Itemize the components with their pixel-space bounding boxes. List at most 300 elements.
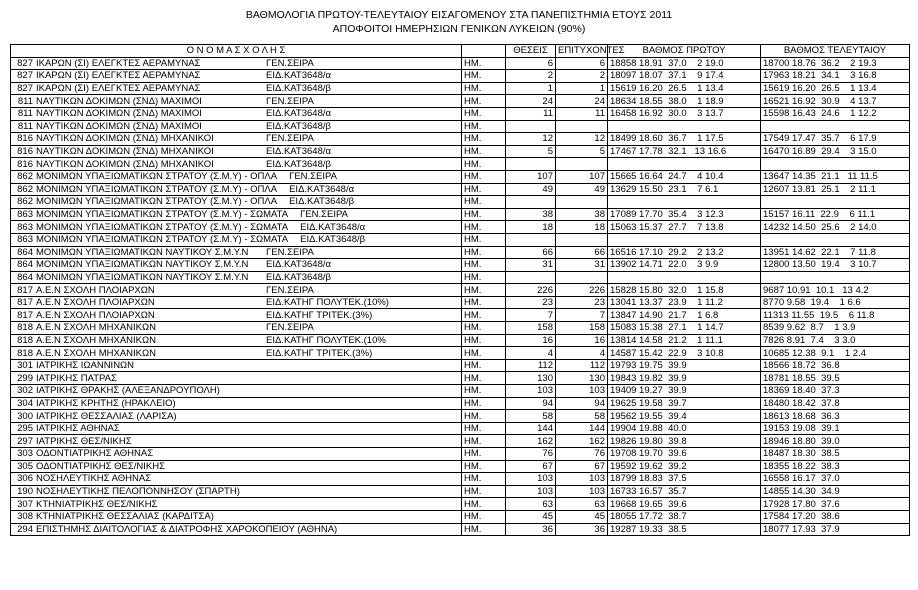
type-cell: ΗΜ.	[462, 309, 506, 322]
last-grade: 9687 10.91 10.1 13 4.2	[763, 284, 869, 296]
table-row	[11, 296, 910, 309]
type-cell: ΗΜ.	[462, 448, 506, 461]
school-code: 811	[17, 120, 33, 132]
school-name: Α.Ε.Ν ΣΧΟΛΗ ΠΛΟΙΑΡΧΩΝ	[36, 284, 155, 296]
first-grade-cell	[608, 170, 761, 183]
seats-cell: 67	[506, 460, 556, 473]
table-row	[11, 70, 910, 83]
successful-cell: 130	[556, 372, 608, 385]
successful-cell: 66	[556, 246, 608, 259]
last-grade: 18700 18.76 36.2 2 19.3	[763, 57, 877, 69]
table-row	[11, 422, 910, 435]
type-cell: ΗΜ.	[462, 221, 506, 234]
successful-cell	[556, 120, 608, 133]
school-name: Α.Ε.Ν ΣΧΟΛΗ ΜΗΧΑΝΙΚΩΝ	[36, 322, 156, 334]
last-grade: 14232 14.50 25.6 2 14.0	[763, 221, 877, 233]
successful-cell: 12	[556, 133, 608, 146]
school-cell	[11, 510, 462, 523]
first-grade-cell	[608, 271, 761, 284]
seats-cell: 94	[506, 397, 556, 410]
table-row	[11, 385, 910, 398]
last-grade-cell	[761, 170, 910, 183]
last-grade: 13647 14.35 21.1 11 11.5	[763, 171, 878, 183]
successful-cell: 4	[556, 347, 608, 360]
header-empty	[462, 45, 506, 58]
school-code: 816	[17, 146, 33, 158]
table-row	[11, 170, 910, 183]
first-grade-cell	[608, 82, 761, 95]
school-cell	[11, 347, 462, 360]
school-code: 864	[17, 259, 33, 271]
table-row	[11, 460, 910, 473]
table-row	[11, 284, 910, 297]
first-grade: 19668 19.65 39.6	[610, 498, 687, 510]
school-cell	[11, 183, 462, 196]
table-row	[11, 233, 910, 246]
first-grade: 19904 19.88 40.0	[610, 423, 687, 435]
seats-cell: 130	[506, 372, 556, 385]
school-name: Α.Ε.Ν ΣΧΟΛΗ ΠΛΟΙΑΡΧΩΝ	[36, 297, 155, 309]
last-grade-cell	[761, 107, 910, 120]
last-grade-cell	[761, 523, 910, 536]
seats-cell: 103	[506, 385, 556, 398]
last-grade: 15619 16.20 26.5 1 13.4	[763, 83, 877, 95]
type-cell: ΗΜ.	[462, 473, 506, 486]
first-grade: 18055 17.72 38.7	[610, 511, 687, 523]
school-cell	[11, 271, 462, 284]
table-row	[11, 410, 910, 423]
page-title: ΒΑΘΜΟΛΟΓΙΑ ΠΡΩΤΟΥ-ΤΕΛΕΥΤΑΙΟΥ ΕΙΣΑΓΟΜΕΝΟΥ ΣΤΑ ΠΑΝΕΠΙΣΤΗΜΙΑ ΕΤΟΥΣ 2011	[245, 9, 673, 21]
school-name: ΚΤΗΝΙΑΤΡΙΚΗΣ ΘΕΣΣΑΛΙΑΣ (ΚΑΡΔΙΤΣΑ)	[36, 511, 214, 523]
successful-cell: 103	[556, 473, 608, 486]
first-grade: 13814 14.58 21.2 1 11.1	[610, 334, 723, 346]
school-code: 864	[17, 246, 33, 258]
successful-cell: 45	[556, 510, 608, 523]
header-first-grade: ΒΑΘΜΟΣ ΠΡΩΤΟΥ	[608, 45, 761, 58]
school-track: ΕΙΔ.ΚΑΤ3648/α	[289, 183, 355, 195]
first-grade-cell	[608, 523, 761, 536]
first-grade: 19708 19.70 39.6	[610, 448, 687, 460]
school-code: 299	[17, 372, 33, 384]
header-seats: ΘΕΣΕΙΣ	[506, 45, 556, 58]
last-grade: 7826 8.91 7.4 3 3.0	[763, 334, 856, 346]
school-name: ΟΔΟΝΤΙΑΤΡΙΚΗΣ ΘΕΣ/ΝΙΚΗΣ	[36, 460, 165, 472]
table-row	[11, 435, 910, 448]
successful-cell: 5	[556, 145, 608, 158]
school-cell	[11, 259, 462, 272]
first-grade: 17089 17.70 35.4 3 12.3	[610, 209, 724, 221]
first-grade-cell	[608, 196, 761, 209]
school-track: ΓΕΝ.ΣΕΙΡΑ	[266, 133, 314, 145]
successful-cell: 144	[556, 422, 608, 435]
table-row	[11, 359, 910, 372]
first-grade-cell	[608, 448, 761, 461]
header-successful: ΕΠΙΤΥΧΟΝΤΕΣ	[556, 45, 608, 58]
first-grade: 13902 14.71 22.0 3 9.9	[610, 259, 719, 271]
type-cell: ΗΜ.	[462, 233, 506, 246]
successful-cell: 103	[556, 485, 608, 498]
last-grade-cell	[761, 120, 910, 133]
last-grade-cell	[761, 460, 910, 473]
type-cell: ΗΜ.	[462, 208, 506, 221]
first-grade-cell	[608, 246, 761, 259]
first-grade-cell	[608, 95, 761, 108]
successful-cell: 103	[556, 385, 608, 398]
school-code: 816	[17, 158, 33, 170]
seats-cell: 158	[506, 322, 556, 335]
school-track: ΓΕΝ.ΣΕΙΡΑ	[300, 209, 348, 221]
school-cell	[11, 322, 462, 335]
school-track: ΕΙΔ.ΚΑΤ3648/α	[266, 146, 331, 158]
school-code: 827	[17, 83, 33, 95]
school-track: ΕΙΔ.ΚΑΤ3648/β	[266, 158, 331, 170]
last-grade: 11313 11.55 19.5 6 11.8	[763, 309, 875, 321]
first-grade: 18634 18.55 38.0 1 18.9	[610, 95, 724, 107]
seats-cell: 36	[506, 523, 556, 536]
successful-cell: 11	[556, 107, 608, 120]
type-cell: ΗΜ.	[462, 120, 506, 133]
last-grade: 15157 16.11 22.9 6 11.1	[763, 209, 876, 221]
last-grade-cell	[761, 196, 910, 209]
table-row	[11, 196, 910, 209]
seats-cell: 7	[506, 309, 556, 322]
first-grade-cell	[608, 322, 761, 335]
school-track: ΕΙΔ.ΚΑΤ3648/α	[266, 259, 331, 271]
school-track: ΓΕΝ.ΣΕΙΡΑ	[266, 57, 314, 69]
first-grade: 15828 15.80 32.0 1 15.8	[610, 284, 724, 296]
type-cell: ΗΜ.	[462, 322, 506, 335]
successful-cell: 107	[556, 170, 608, 183]
header-row	[11, 45, 910, 58]
last-grade: 16558 16.17 37.0	[763, 473, 840, 485]
first-grade-cell	[608, 359, 761, 372]
seats-cell: 23	[506, 296, 556, 309]
first-grade-cell	[608, 485, 761, 498]
last-grade: 18355 18.22 38.3	[763, 460, 840, 472]
school-name: ΝΟΣΗΛΕΥΤΙΚΗΣ ΑΘΗΝΑΣ	[36, 473, 152, 485]
seats-cell	[506, 233, 556, 246]
table-row	[11, 57, 910, 70]
successful-cell: 38	[556, 208, 608, 221]
school-cell	[11, 107, 462, 120]
school-name: ΙΑΤΡΙΚΗΣ ΙΩΑΝΝΙΝΩΝ	[36, 360, 135, 372]
type-cell: ΗΜ.	[462, 284, 506, 297]
school-code: 863	[17, 221, 33, 233]
school-code: 190	[17, 486, 33, 498]
school-code: 302	[17, 385, 33, 397]
school-track: ΓΕΝ.ΣΕΙΡΑ	[266, 322, 314, 334]
school-code: 863	[17, 234, 33, 246]
school-cell	[11, 233, 462, 246]
first-grade-cell	[608, 221, 761, 234]
school-name: Α.Ε.Ν ΣΧΟΛΗ ΜΗΧΑΝΙΚΩΝ	[36, 347, 156, 359]
table-row	[11, 259, 910, 272]
first-grade-cell	[608, 309, 761, 322]
seats-cell: 103	[506, 485, 556, 498]
type-cell: ΗΜ.	[462, 82, 506, 95]
school-track: ΕΙΔ.ΚΑΤ3648/α	[300, 221, 366, 233]
last-grade-cell	[761, 221, 910, 234]
school-cell	[11, 133, 462, 146]
first-grade: 19625 19.58 39.7	[610, 397, 687, 409]
table-row	[11, 208, 910, 221]
seats-cell: 58	[506, 410, 556, 423]
school-name: ΙΚΑΡΩΝ (ΣΙ) ΕΛΕΓΚΤΕΣ ΑΕΡΑΜΥΝΑΣ	[36, 57, 201, 69]
table-row	[11, 372, 910, 385]
first-grade: 19592 19.62 39.2	[610, 460, 687, 472]
school-cell	[11, 284, 462, 297]
type-cell: ΗΜ.	[462, 107, 506, 120]
first-grade-cell	[608, 510, 761, 523]
table-row	[11, 221, 910, 234]
last-grade: 14855 14.30 34.9	[763, 486, 840, 498]
school-code: 301	[17, 360, 33, 372]
last-grade: 8539 9.62 8.7 1 3.9	[763, 322, 856, 334]
school-name: ΝΑΥΤΙΚΩΝ ΔΟΚΙΜΩΝ (ΣΝΔ) ΜΗΧΑΝΙΚΟΙ	[36, 133, 214, 145]
successful-cell: 162	[556, 435, 608, 448]
seats-cell: 144	[506, 422, 556, 435]
school-cell	[11, 82, 462, 95]
school-track: ΕΙΔ.ΚΑΤ3648/α	[266, 108, 331, 120]
table-row	[11, 473, 910, 486]
successful-cell: 23	[556, 296, 608, 309]
school-cell	[11, 145, 462, 158]
school-cell	[11, 296, 462, 309]
first-grade: 15665 16.64 24.7 4 10.4	[610, 171, 724, 183]
type-cell: ΗΜ.	[462, 410, 506, 423]
first-grade-cell	[608, 158, 761, 171]
first-grade: 19562 19.55 39.4	[610, 410, 687, 422]
school-code: 827	[17, 70, 33, 82]
last-grade-cell	[761, 372, 910, 385]
first-grade-cell	[608, 372, 761, 385]
successful-cell: 2	[556, 70, 608, 83]
school-track: ΕΙΔ.ΚΑΤ3648/β	[266, 120, 331, 132]
school-name: ΟΔΟΝΤΙΑΤΡΙΚΗΣ ΑΘΗΝΑΣ	[36, 448, 154, 460]
last-grade: 17549 17.47 35.7 6 17.9	[763, 133, 877, 145]
school-name: ΚΤΗΝΙΑΤΡΙΚΗΣ ΘΕΣ/ΝΙΚΗΣ	[36, 498, 158, 510]
first-grade-cell	[608, 233, 761, 246]
school-code: 811	[17, 108, 33, 120]
type-cell: ΗΜ.	[462, 347, 506, 360]
page-subtitle: ΑΠΟΦΟΙΤΟΙ ΗΜΕΡΗΣΙΩΝ ΓΕΝΙΚΩΝ ΛΥΚΕΙΩΝ (90%)	[332, 23, 586, 35]
successful-cell: 31	[556, 259, 608, 272]
school-cell	[11, 57, 462, 70]
school-code: 816	[17, 133, 33, 145]
type-cell: ΗΜ.	[462, 271, 506, 284]
seats-cell: 76	[506, 448, 556, 461]
seats-cell: 103	[506, 473, 556, 486]
successful-cell	[556, 196, 608, 209]
first-grade-cell	[608, 422, 761, 435]
seats-cell	[506, 196, 556, 209]
first-grade-cell	[608, 284, 761, 297]
header-last-grade: ΒΑΘΜΟΣ ΤΕΛΕΥΤΑΙΟΥ	[761, 45, 910, 58]
school-cell	[11, 422, 462, 435]
type-cell: ΗΜ.	[462, 246, 506, 259]
last-grade-cell	[761, 359, 910, 372]
table-row	[11, 485, 910, 498]
last-grade: 16521 16.92 30.9 4 13.7	[763, 95, 877, 107]
last-grade: 10685 12.38 9.1 1 2.4	[763, 347, 867, 359]
last-grade-cell	[761, 284, 910, 297]
table-row	[11, 334, 910, 347]
last-grade-cell	[761, 510, 910, 523]
first-grade-cell	[608, 410, 761, 423]
seats-cell: 49	[506, 183, 556, 196]
table-row	[11, 133, 910, 146]
first-grade: 19409 19.27 39.9	[610, 385, 687, 397]
last-grade-cell	[761, 347, 910, 360]
type-cell: ΗΜ.	[462, 133, 506, 146]
grades-table	[10, 44, 910, 536]
first-grade: 14587 15.42 22.9 3 10.8	[610, 347, 724, 359]
school-cell	[11, 120, 462, 133]
seats-cell: 38	[506, 208, 556, 221]
successful-cell: 1	[556, 82, 608, 95]
first-grade: 19843 19.82 39.9	[610, 372, 687, 384]
last-grade: 15598 16.43 24.6 1 12.2	[763, 108, 877, 120]
last-grade-cell	[761, 271, 910, 284]
first-grade: 18799 18.83 37.5	[610, 473, 687, 485]
school-cell	[11, 448, 462, 461]
table-row	[11, 95, 910, 108]
first-grade: 16458 16.92 30.0 3 13.7	[610, 108, 724, 120]
type-cell: ΗΜ.	[462, 397, 506, 410]
school-code: 818	[17, 322, 33, 334]
school-name: ΕΠΙΣΤΗΜΗΣ ΔΙΑΙΤΟΛΟΓΙΑΣ & ΔΙΑΤΡΟΦΗΣ ΧΑΡΟΚΟΠΕΙΟΥ (ΑΘΗΝΑ)	[36, 523, 338, 535]
first-grade: 13041 13.37 23.9 1 11.2	[610, 297, 723, 309]
last-grade-cell	[761, 334, 910, 347]
successful-cell: 76	[556, 448, 608, 461]
school-name: ΜΟΝΙΜΩΝ ΥΠΑΞΙΩΜΑΤΙΚΩΝ ΣΤΡΑΤΟΥ (Σ.Μ.Υ) - ΣΩΜΑΤΑ	[36, 221, 289, 233]
school-track: ΕΙΔ.ΚΑΤΗΓ ΤΡΙΤΕΚ.(3%)	[266, 347, 373, 359]
header-school: Ο Ν Ο Μ Α Σ Χ Ο Λ Η Σ	[11, 45, 462, 58]
first-grade-cell	[608, 259, 761, 272]
last-grade: 18487 18.30 38.5	[763, 448, 840, 460]
table-row	[11, 82, 910, 95]
last-grade: 18946 18.80 39.0	[763, 435, 840, 447]
school-name: ΝΑΥΤΙΚΩΝ ΔΟΚΙΜΩΝ (ΣΝΔ) ΜΗΧΑΝΙΚΟΙ	[36, 146, 214, 158]
school-name: ΙΑΤΡΙΚΗΣ ΘΡΑΚΗΣ (ΑΛΕΞΑΝΔΡΟΥΠΟΛΗ)	[36, 385, 220, 397]
school-name: ΙΑΤΡΙΚΗΣ ΑΘΗΝΑΣ	[36, 423, 120, 435]
school-track: ΕΙΔ.ΚΑΤ3648/β	[300, 234, 366, 246]
seats-cell: 24	[506, 95, 556, 108]
school-name: ΜΟΝΙΜΩΝ ΥΠΑΞΙΩΜΑΤΙΚΩΝ ΣΤΡΑΤΟΥ (Σ.Μ.Υ) - ΟΠΛΑ	[36, 183, 278, 195]
type-cell: ΗΜ.	[462, 485, 506, 498]
type-cell: ΗΜ.	[462, 498, 506, 511]
table-row	[11, 322, 910, 335]
last-grade-cell	[761, 410, 910, 423]
school-name: Α.Ε.Ν ΣΧΟΛΗ ΠΛΟΙΑΡΧΩΝ	[36, 309, 155, 321]
successful-cell: 18	[556, 221, 608, 234]
school-code: 295	[17, 423, 33, 435]
last-grade: 18480 18.42 37.8	[763, 397, 840, 409]
last-grade: 8770 9.58 19.4 1 6.6	[763, 297, 861, 309]
type-cell: ΗΜ.	[462, 460, 506, 473]
last-grade-cell	[761, 485, 910, 498]
school-cell	[11, 410, 462, 423]
school-name: ΝΑΥΤΙΚΩΝ ΔΟΚΙΜΩΝ (ΣΝΔ) ΜΗΧΑΝΙΚΟΙ	[36, 158, 214, 170]
school-name: ΙΑΤΡΙΚΗΣ ΚΡΗΤΗΣ (ΗΡΑΚΛΕΙΟ)	[36, 397, 176, 409]
school-track: ΕΙΔ.ΚΑΤ3648/β	[266, 271, 331, 283]
last-grade-cell	[761, 448, 910, 461]
first-grade-cell	[608, 57, 761, 70]
successful-cell: 7	[556, 309, 608, 322]
first-grade-cell	[608, 385, 761, 398]
last-grade-cell	[761, 246, 910, 259]
last-grade: 18781 18.55 39.5	[763, 372, 840, 384]
last-grade-cell	[761, 57, 910, 70]
school-cell	[11, 435, 462, 448]
first-grade: 16516 17.10 29.2 2 13.2	[610, 246, 724, 258]
first-grade-cell	[608, 347, 761, 360]
school-name: ΝΟΣΗΛΕΥΤΙΚΗΣ ΠΕΛΟΠΟΝΝΗΣΟΥ (ΣΠΑΡΤΗ)	[36, 486, 240, 498]
last-grade-cell	[761, 473, 910, 486]
last-grade: 18566 18.72 36.8	[763, 360, 840, 372]
school-track: ΓΕΝ.ΣΕΙΡΑ	[289, 171, 337, 183]
type-cell: ΗΜ.	[462, 196, 506, 209]
first-grade: 19793 19.75 39.9	[610, 360, 687, 372]
first-grade-cell	[608, 145, 761, 158]
school-cell	[11, 460, 462, 473]
type-cell: ΗΜ.	[462, 57, 506, 70]
seats-cell: 162	[506, 435, 556, 448]
seats-cell: 45	[506, 510, 556, 523]
successful-cell	[556, 271, 608, 284]
successful-cell: 6	[556, 57, 608, 70]
school-cell	[11, 196, 462, 209]
school-name: ΙΚΑΡΩΝ (ΣΙ) ΕΛΕΓΚΤΕΣ ΑΕΡΑΜΥΝΑΣ	[36, 70, 201, 82]
school-name: ΙΑΤΡΙΚΗΣ ΠΑΤΡΑΣ	[36, 372, 117, 384]
last-grade-cell	[761, 498, 910, 511]
successful-cell: 58	[556, 410, 608, 423]
type-cell: ΗΜ.	[462, 183, 506, 196]
last-grade-cell	[761, 296, 910, 309]
last-grade: 17963 18.21 34.1 3 16.8	[763, 70, 877, 82]
first-grade: 18858 18.91 37.0 2 19.0	[610, 57, 724, 69]
successful-cell: 158	[556, 322, 608, 335]
school-cell	[11, 385, 462, 398]
successful-cell: 49	[556, 183, 608, 196]
school-name: ΙΚΑΡΩΝ (ΣΙ) ΕΛΕΓΚΤΕΣ ΑΕΡΑΜΥΝΑΣ	[36, 83, 201, 95]
first-grade: 17467 17.78 32.1 13 16.6	[610, 146, 727, 158]
type-cell: ΗΜ.	[462, 359, 506, 372]
school-cell	[11, 372, 462, 385]
last-grade-cell	[761, 435, 910, 448]
school-track: ΓΕΝ.ΣΕΙΡΑ	[266, 95, 314, 107]
school-track: ΓΕΝ.ΣΕΙΡΑ	[266, 246, 314, 258]
seats-cell	[506, 158, 556, 171]
school-name: ΝΑΥΤΙΚΩΝ ΔΟΚΙΜΩΝ (ΣΝΔ) ΜΑΧΙΜΟΙ	[36, 120, 202, 132]
first-grade-cell	[608, 435, 761, 448]
school-name: ΝΑΥΤΙΚΩΝ ΔΟΚΙΜΩΝ (ΣΝΔ) ΜΑΧΙΜΟΙ	[36, 108, 202, 120]
type-cell: ΗΜ.	[462, 95, 506, 108]
school-code: 862	[17, 196, 33, 208]
school-code: 817	[17, 297, 33, 309]
school-name: Α.Ε.Ν ΣΧΟΛΗ ΜΗΧΑΝΙΚΩΝ	[36, 334, 156, 346]
last-grade-cell	[761, 309, 910, 322]
table-row	[11, 183, 910, 196]
table-row	[11, 145, 910, 158]
school-code: 827	[17, 57, 33, 69]
seats-cell: 226	[506, 284, 556, 297]
last-grade-cell	[761, 82, 910, 95]
last-grade: 12607 13.81 25.1 2 11.1	[763, 183, 876, 195]
successful-cell: 63	[556, 498, 608, 511]
school-code: 294	[17, 523, 33, 535]
seats-cell: 11	[506, 107, 556, 120]
